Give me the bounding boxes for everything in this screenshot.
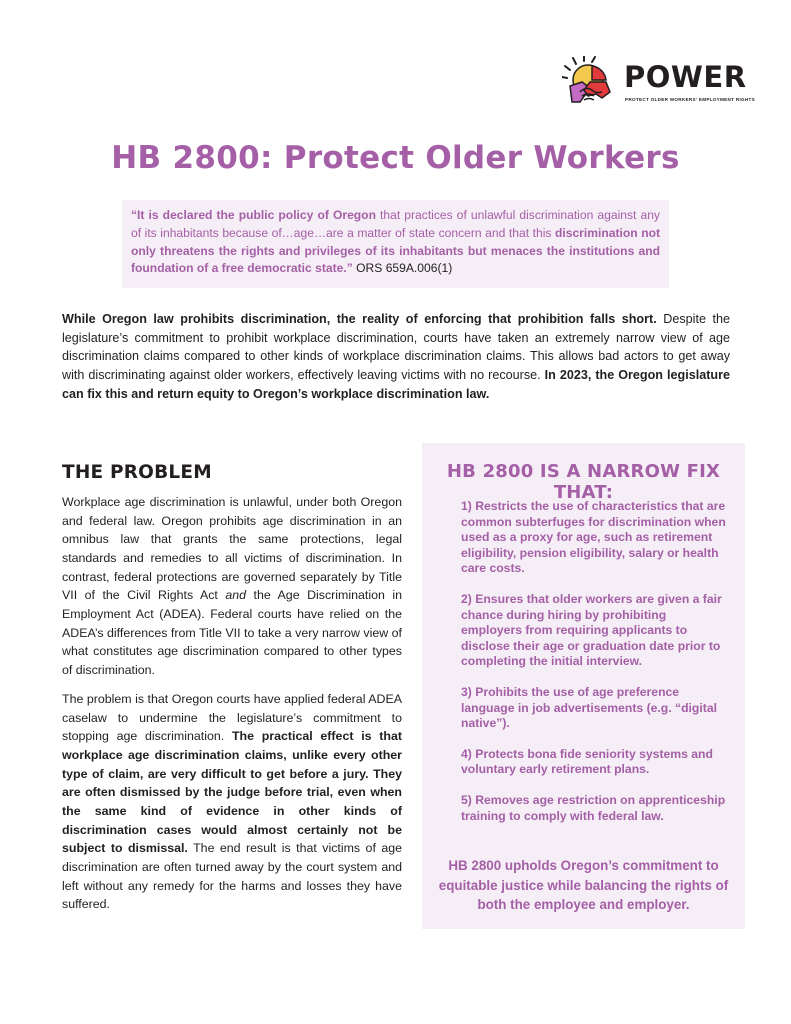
- fix-closing-statement: HB 2800 upholds Oregon’s commitment to equitable justice while balancing the rights of both the employee and employer.: [438, 858, 729, 912]
- fix-item: 1) Restricts the use of characteristics that are common subterfuges for discrimination when used as a proxy for age, such as retirement eligibility, pension eligibility, salary or health care costs.: [461, 499, 726, 576]
- intro-bold-2: In 2023, the Oregon legislature can fix this and return equity to Oregon’s workplace discrimination law.: [62, 368, 730, 401]
- problem-p1-text-a: Workplace age discrimination is unlawful, under both Oregon and federal law. Oregon prohibits age discrimination in an omnibus law that grants the same protections, legal standards and remedies to all victims of discrimination. In contrast, federal protections are governed separately by Title VII of the Civil Rights Act: [62, 495, 402, 603]
- page-title: HB 2800: Protect Older Workers: [111, 140, 680, 176]
- logo-wordmark: POWER: [624, 60, 747, 94]
- problem-p2-text-b: The end result is that victims of age discrimination are often turned away by the court system and left without any remedy for the harms and losses they have suffered.: [62, 841, 402, 912]
- problem-paragraph-1: [62, 493, 402, 680]
- fix-item: 5) Removes age restriction on apprenticeship training to comply with federal law.: [461, 792, 726, 823]
- problem-heading: THE PROBLEM: [62, 462, 212, 483]
- intro-bold-1: While Oregon law prohibits discrimination, the reality of enforcing that prohibition falls short.: [62, 312, 657, 326]
- fix-list: [461, 499, 729, 839]
- quote-bold-2: discrimination not only threatens the rights and privileges of its inhabitants but menaces the institutions and foundation of a free democratic state.”: [131, 225, 660, 276]
- fix-item: 3) Prohibits the use of age preference language in job advertisements (e.g. “digital native”).: [461, 684, 717, 731]
- logo-tagline: PROTECT OLDER WORKERS' EMPLOYMENT RIGHTS: [625, 97, 755, 102]
- quote-citation: ORS 659A.006(1): [352, 261, 453, 276]
- quote-box: [122, 200, 669, 288]
- problem-p2-bold: The practical effect is that workplace age discrimination claims, unlike every other type of claim, are very difficult to get before a jury. They are often dismissed by the judge before trial, even when the same kind of evidence in other kinds of discrimination cases would almost certainly not be subject to dismissal.: [62, 729, 402, 856]
- problem-p1-text-b: the Age Discrimination in Employment Act (ADEA). Federal courts have relied on the ADEA’s differences from Title VII to take a very narrow view of what constitutes age discrimination compared to other types of discrimination.: [62, 588, 402, 677]
- problem-p2-text-a: The problem is that Oregon courts have applied federal ADEA caselaw to undermine the legislature’s commitment to stopping age discrimination.: [62, 692, 402, 744]
- intro-paragraph: [62, 310, 730, 404]
- statute-quote: [131, 207, 660, 278]
- quote-text-1: that practices of unlawful discrimination against any of its inhabitants because of…age…are a matter of state concern and that this: [131, 208, 660, 240]
- problem-p1-italic: and: [225, 588, 247, 603]
- fix-item: 2) Ensures that older workers are given a fair chance during hiring by prohibiting employers from requiring applicants to disclose their age or graduation date prior to completing the initial interview.: [461, 591, 722, 669]
- handshake-icon: [562, 56, 622, 110]
- problem-paragraph-2: [62, 690, 402, 914]
- intro-text-1: Despite the legislature’s commitment to prohibit workplace discrimination, courts have taken an extremely narrow view of age discrimination claims compared to other kinds of workplace discrimination claims. This allows bad actors to get away with discriminating against older workers, effectively leaving victims with no recourse.: [62, 312, 730, 383]
- power-logo: [562, 56, 755, 112]
- fix-sidebar: [422, 443, 745, 929]
- quote-bold-1: “It is declared the public policy of Oregon: [131, 208, 376, 222]
- fix-heading: HB 2800 IS A NARROW FIX THAT:: [446, 461, 721, 503]
- fix-item: 4) Protects bona fide seniority systems and voluntary early retirement plans.: [461, 746, 713, 777]
